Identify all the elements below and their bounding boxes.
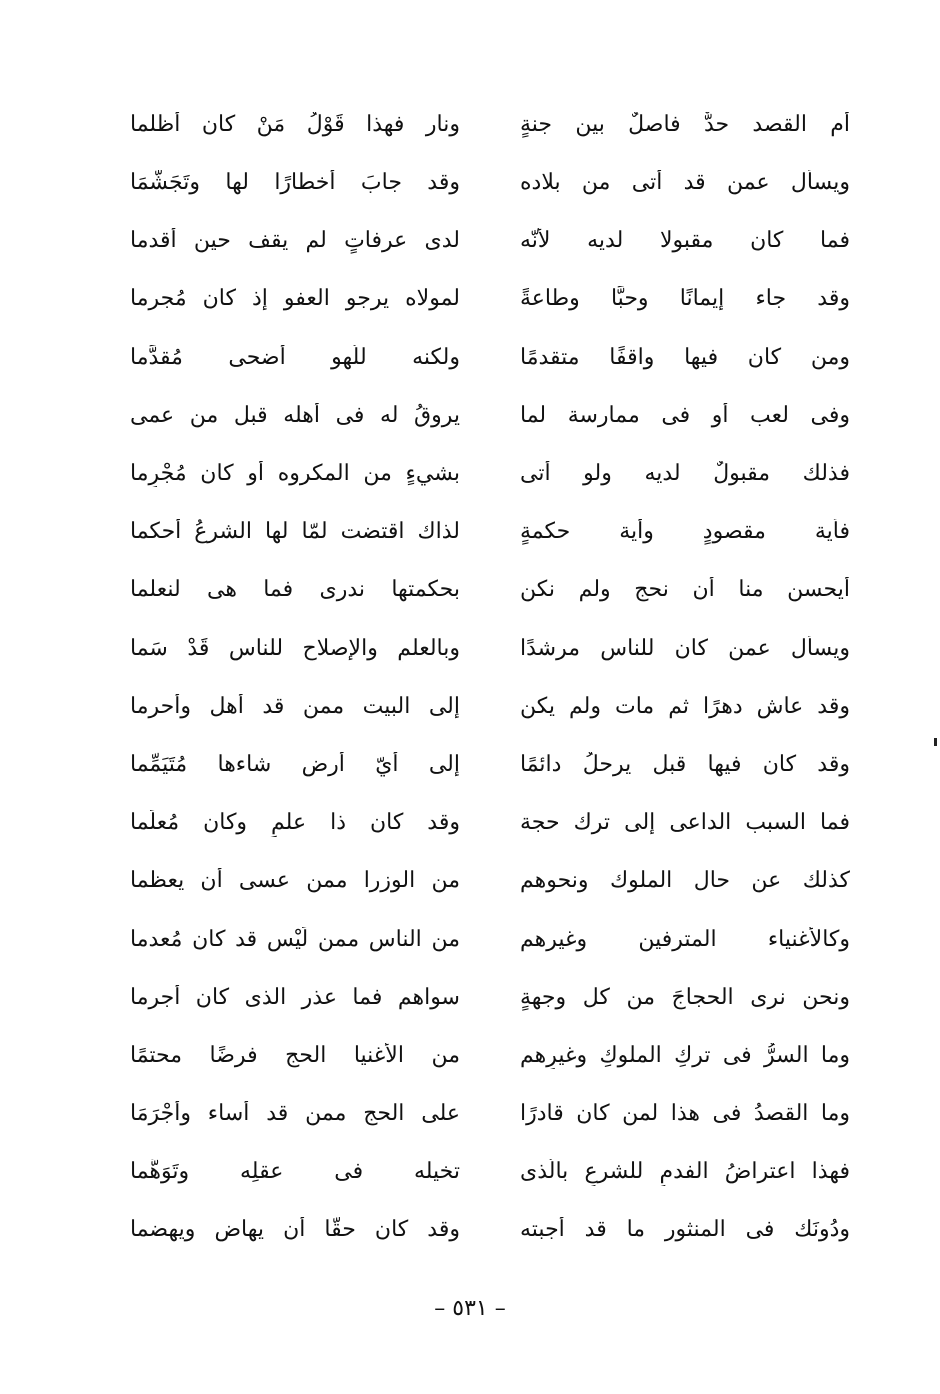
hemistich-left: لدى عرفاتٍ لم يقف حين أقدما [130, 228, 460, 254]
hemistich-right: وفى لعب أو فى ممارسة لما [520, 402, 850, 428]
hemistich-left: لمولاه يرجو العفو إذ كان مُجرما [130, 286, 460, 312]
verse-line [130, 969, 850, 1027]
hemistich-left: تخيله فى عقلِه وتَوَهَّما [130, 1159, 460, 1185]
verse-line [130, 852, 850, 910]
verse-line [130, 271, 850, 329]
hemistich-left: إلى البيت ممن قد أهل وأحرما [130, 693, 460, 719]
hemistich-left: ولكنه للّهو أضحى مُقدَّما [130, 344, 460, 370]
hemistich-left: بشيءٍ من المكروه أو كان مُجْرِما [130, 461, 460, 487]
hemistich-right: أيحسن منا أن نحج ولم نكن [520, 577, 850, 603]
scan-edge-mark [934, 738, 937, 746]
hemistich-right: فذلك مقبولٌ لديه ولو أتى [520, 461, 850, 487]
hemistich-right: فهذا اعتراضُ الفدمِ للشرعِ بالَّذى [520, 1159, 850, 1185]
hemistich-right: ودُونَك فى المنثور ما قد أجبته [520, 1217, 850, 1243]
verse-line [130, 329, 850, 387]
verse-line [130, 562, 850, 620]
hemistich-left: يروقُ له فى أهله قبل من عمى [130, 402, 460, 428]
page-number: – ٥٣١ – [434, 1296, 506, 1321]
verse-line [130, 1143, 850, 1201]
hemistich-right: وما القصدُ فى هذا لمن كان قادرًا [520, 1101, 850, 1127]
hemistich-right: كذلك عن حال الملوك ونحوهم [520, 868, 850, 894]
hemistich-left: سواهم فما عذر الذى كان أجرما [130, 984, 460, 1010]
hemistich-right: فما كان مقبولا لديه لأنّه [520, 228, 850, 254]
hemistich-right: وكالأغنياء المترفين وغيرهم [520, 926, 850, 952]
hemistich-left: من الوزرا ممن عسى أن يعظما [130, 868, 460, 894]
verse-line [130, 387, 850, 445]
hemistich-right: فما السبب الداعى إلى ترك حجة [520, 810, 850, 836]
hemistich-right: وقد عاش دهرًا ثم مات ولم يكن [520, 693, 850, 719]
hemistich-left: من الناسِ ممن لَيْس قد كان مُعدما [130, 926, 460, 952]
hemistich-right: ويسأل عمن كان للناسِ مرشدًا [520, 635, 850, 661]
poem-body [130, 96, 850, 1260]
hemistich-right: ويسأل عمن قد أتى من بلاده [520, 170, 850, 196]
verse-line [130, 620, 850, 678]
verse-line [130, 794, 850, 852]
verse-line [130, 678, 850, 736]
hemistich-left: بحكمتها ندرى فما هى لنعلما [130, 577, 460, 603]
hemistich-left: إلى أيّ أرض شاءها مُتَيَمِّما [130, 751, 460, 777]
hemistich-left: لذاك اقتضت لمّا لها الشرعُ أحكما [130, 519, 460, 545]
verse-line [130, 96, 850, 154]
hemistich-left: وقد جابَ أخطارًا لها وتَجَشَّمَا [130, 170, 460, 196]
hemistich-right: فأية مقصودٍ وأية حكمةٍ [520, 519, 850, 545]
hemistich-right: وقد جاء إيمانًا وحبًّا وطاعةً [520, 286, 850, 312]
hemistich-left: وقد كان حقًّا أن يهاض ويهضما [130, 1217, 460, 1243]
verse-line [130, 503, 850, 561]
hemistich-right: ونحن نرى الحجاجَ من كل وجهةٍ [520, 984, 850, 1010]
verse-line [130, 736, 850, 794]
verse-line [130, 154, 850, 212]
hemistich-left: على الحج ممن قد أساء وأَجْرَمَا [130, 1101, 460, 1127]
hemistich-left: ونار فهذا قَوْلُ مَنْ كان أظلما [130, 111, 460, 137]
hemistich-right: أم القصد حدٌّ فاصلٌ بين جنةٍ [520, 111, 850, 137]
hemistich-right: ومن كان فيها واقفًا متقدمًا [520, 344, 850, 370]
hemistich-right: وقد كان فيها قبل يرحلُ دائمًا [520, 751, 850, 777]
verse-line [130, 212, 850, 270]
hemistich-left: وقد كان ذا علمٍ وكان مُعلِّما [130, 810, 460, 836]
verse-line [130, 911, 850, 969]
verse-line [130, 1085, 850, 1143]
verse-line [130, 1202, 850, 1260]
hemistich-left: وبالعلمِ والإصلاحِ للناس قَدْ سَما [130, 635, 460, 661]
hemistich-right: وما السرُّ فى تركِ الملوكِ وغيرِهم [520, 1042, 850, 1068]
verse-line [130, 1027, 850, 1085]
hemistich-left: من الأغنيا الحج فرضًا محتمًا [130, 1042, 460, 1068]
verse-line [130, 445, 850, 503]
